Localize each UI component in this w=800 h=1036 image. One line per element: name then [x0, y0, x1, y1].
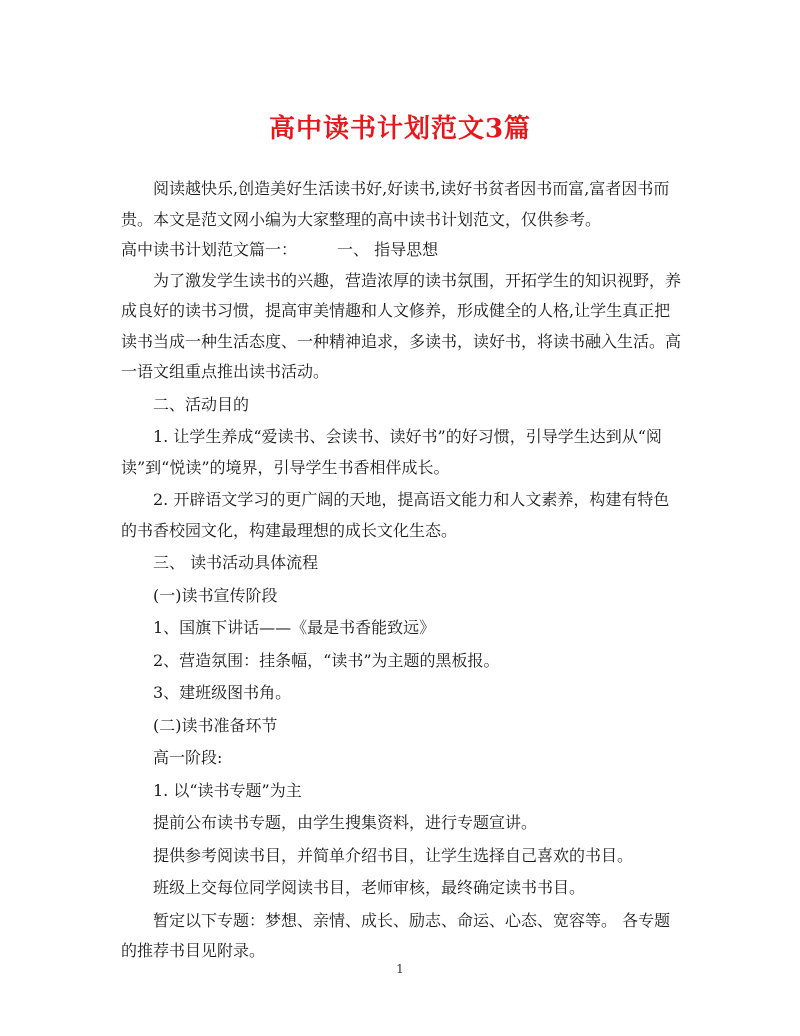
process-heading: 三、 读书活动具体流程: [153, 553, 319, 572]
stage-2-heading: (二)读书准备环节: [153, 715, 278, 735]
purpose-item-1: 1. 让学生养成“爱读书、会读书、读好书”的好习惯，引导学生达到从“阅读”到“悦读”的境界，引导学生书香相伴成长。: [121, 427, 662, 477]
grade-label: 高一阶段:: [153, 748, 223, 767]
stage-1-item-3: 3、建班级图书角。: [153, 683, 292, 702]
purpose-item-2: 2. 开辟语文学习的更广阔的天地，提高语文能力和人文素养，构建有特色的书香校园文化，构建最理想的成长文化生态。: [121, 490, 670, 540]
activity-line-4: 暂定以下专题：梦想、亲情、成长、励志、命运、心态、宽容等。 各专题的推荐书目见附录。: [121, 910, 671, 960]
activity-line-2: 提供参考阅读书目，并简单介绍书目，让学生选择自己喜欢的书目。: [153, 845, 634, 865]
guiding-heading: 一、 指导思想: [337, 240, 439, 259]
document-body: [121, 174, 681, 967]
intro-paragraph: 阅读越快乐,创造美好生活读书好,好读书,读好书贫者因书而富,富者因书而贵。本文是范文网小编为大家整理的高中读书计划范文，仅供参考。: [121, 179, 670, 229]
section-heading-line: [121, 235, 681, 266]
activity-line-1: 提前公布读书专题，由学生搜集资料，进行专题宣讲。: [153, 813, 538, 832]
stage-1-heading: (一)读书宣传阶段: [153, 585, 278, 605]
page-number: 1: [396, 962, 404, 976]
guiding-paragraph: 为了激发学生读书的兴趣，营造浓厚的读书氛围，开拓学生的知识视野，养成良好的读书习惯，提高审美情趣和人文修养，形成健全的人格,让学生真正把读书当成一种生活态度、一种精神追求，多读书，读好书，将读书融入生活。高一语文组重点推出读书活动。: [121, 270, 682, 381]
activity-line-3: 班级上交每位同学阅读书目，老师审核，最终确定读书书目。: [153, 878, 586, 897]
stage-1-item-2: 2、营造氛围：挂条幅，“读书”为主题的黑板报。: [153, 650, 500, 670]
section-label: 高中读书计划范文篇一：: [121, 240, 298, 259]
stage-1-item-1: 1、国旗下讲话——《最是书香能致远》: [153, 618, 436, 637]
topic-1: 1. 以“读书专题”为主: [153, 780, 302, 800]
document-title: 高中读书计划范文3篇: [268, 114, 532, 144]
purpose-heading: 二、活动目的: [153, 394, 250, 414]
